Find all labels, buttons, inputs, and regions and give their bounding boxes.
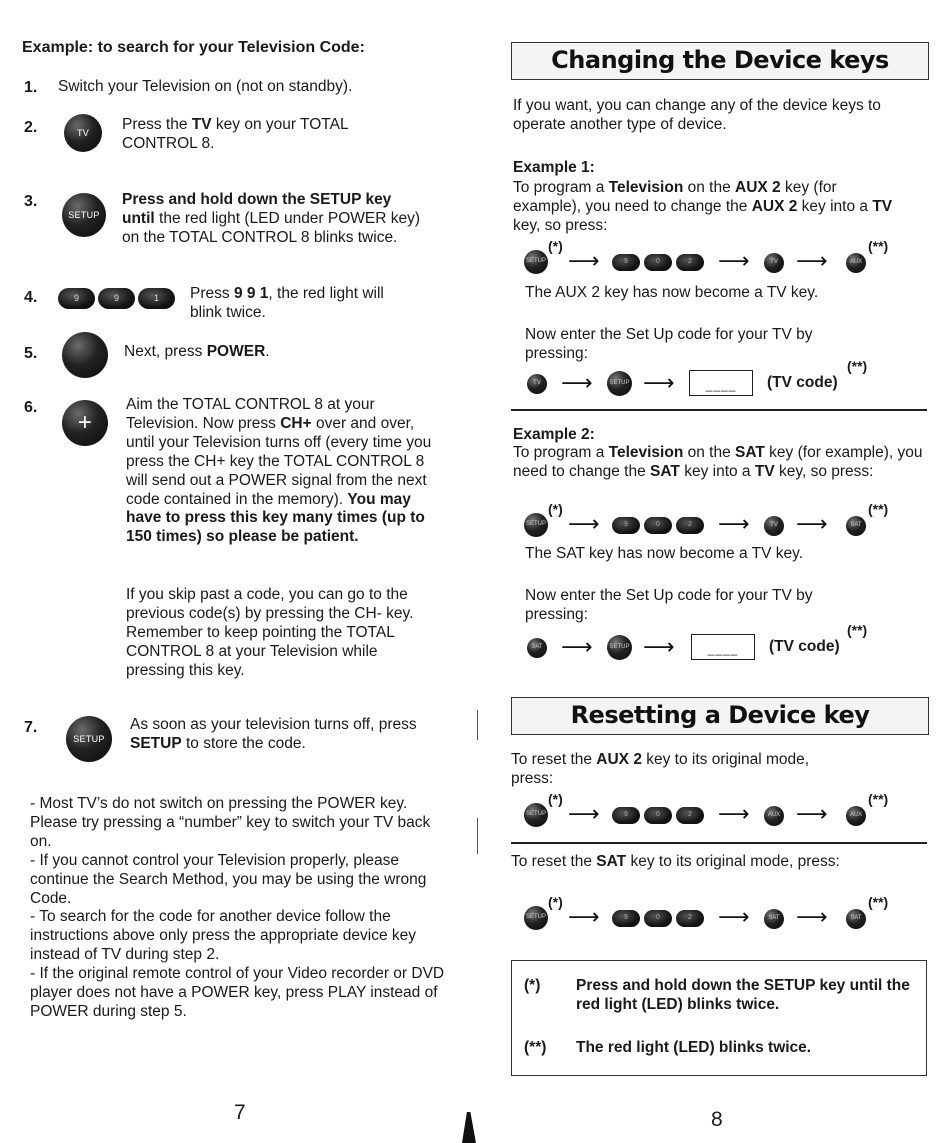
example-1-result: The AUX 2 key has now become a TV key. <box>525 284 819 301</box>
double-asterisk-mark: (**) <box>868 238 889 254</box>
two-key-icon: 2 <box>676 910 704 927</box>
gutter-line <box>477 818 478 854</box>
nine-key-icon: 9 <box>58 288 95 309</box>
code-sequence-ex2 <box>527 622 907 660</box>
arrow-icon: ⟶ <box>568 511 600 536</box>
two-key-icon: 2 <box>676 254 704 271</box>
double-asterisk-mark: (**) <box>847 358 868 374</box>
example-1-text: To program a Television on the AUX 2 key (for example), you need to change the AUX 2 key into a TV key, so press: <box>513 179 893 234</box>
two-key-icon: 2 <box>676 517 704 534</box>
arrow-icon: ⟶ <box>718 248 750 273</box>
key-sequence-ex1 <box>524 238 904 273</box>
setup-key-icon: SETUP <box>524 250 548 274</box>
sat-key-icon: SAT <box>527 638 547 658</box>
setup-key-icon: SETUP <box>524 803 548 827</box>
tv-key-icon: TV <box>764 253 784 273</box>
tv-code-box: ____ <box>691 634 755 660</box>
tv-key-icon: TV <box>527 374 547 394</box>
single-asterisk-mark: (*) <box>548 238 563 254</box>
code-sequence-ex1 <box>527 358 907 396</box>
arrow-icon: ⟶ <box>568 248 600 273</box>
step-7-text: As soon as your television turns off, press SETUP to store the code. <box>130 716 417 752</box>
arrow-icon: ⟶ <box>718 801 750 826</box>
nine-key-icon: 9 <box>612 517 640 534</box>
step-6-text: Aim the TOTAL CONTROL 8 at your Television. Now press CH+ over and over, until your Television turns off (every time you press the CH+ key the TOTAL CONTROL 8 will send out a POWER signal from the next code contained in the memory). You may have to press this key many times (up to 150 times) so please be patient. <box>126 396 432 546</box>
sat-key-icon: SAT <box>846 909 866 929</box>
arrow-icon: ⟶ <box>796 801 828 826</box>
reset-sequence-sat <box>524 894 904 929</box>
divider-line <box>511 842 927 844</box>
single-asterisk-mark: (*) <box>548 501 563 517</box>
arrow-icon: ⟶ <box>796 248 828 273</box>
tv-key-icon: TV <box>764 516 784 536</box>
arrow-icon: ⟶ <box>568 801 600 826</box>
note-item: - Most TV’s do not switch on pressing the POWER key. Please try pressing a “number” key to switch your TV back on. <box>30 795 431 850</box>
example-1-heading: Example 1: <box>513 159 595 176</box>
legend-box <box>511 960 927 1076</box>
zero-key-icon: 0 <box>644 807 672 824</box>
tv-code-label: (TV code) <box>769 638 840 655</box>
gutter-line <box>477 710 478 740</box>
intro-text: If you want, you can change any of the device keys to operate another type of device. <box>513 97 881 133</box>
zero-key-icon: 0 <box>644 517 672 534</box>
legend-text: Press and hold down the SETUP key until the red light (LED) blinks twice. <box>576 977 910 1013</box>
double-asterisk-mark: (**) <box>868 791 889 807</box>
note-item: - To search for the code for another device follow the instructions above only press the appropriate device key instead of TV during step 2. <box>30 908 416 964</box>
double-asterisk-mark: (**) <box>847 622 868 638</box>
setup-key-icon: SETUP <box>524 513 548 537</box>
sat-key-icon: SAT <box>764 909 784 929</box>
left-page-title: Example: to search for your Television Code: <box>22 39 365 56</box>
reset-sat-text: To reset the SAT key to its original mode, press: <box>511 853 840 870</box>
setup-key-icon: SETUP <box>62 193 106 237</box>
step-5-text: Next, press POWER. <box>124 343 270 360</box>
nine-key-icon: 9 <box>98 288 135 309</box>
tv-code-label: (TV code) <box>767 374 838 391</box>
note-item: - If you cannot control your Television properly, please continue the Search Method, you may be using the wrong Code. <box>30 851 427 907</box>
arrow-icon: ⟶ <box>568 904 600 929</box>
arrow-icon: ⟶ <box>718 511 750 536</box>
example-2-setup-text: Now enter the Set Up code for your TV by pressing: <box>525 587 813 623</box>
single-asterisk-mark: (*) <box>548 894 563 910</box>
example-2-heading: Example 2: <box>513 426 595 443</box>
two-key-icon: 2 <box>676 807 704 824</box>
power-key-icon <box>62 332 108 378</box>
legend-mark: (**) <box>524 1039 547 1056</box>
nine-key-icon: 9 <box>612 254 640 271</box>
divider-line <box>511 409 927 411</box>
step-2-number: 2. <box>24 119 38 136</box>
arrow-icon: ⟶ <box>796 904 828 929</box>
step-1-number: 1. <box>24 79 38 96</box>
setup-key-icon: SETUP <box>66 716 112 762</box>
step-2-text: Press the TV key on your TOTAL CONTROL 8. <box>122 116 348 152</box>
page-number-right: 8 <box>711 1108 723 1131</box>
nine-key-icon: 9 <box>612 910 640 927</box>
step-3-number: 3. <box>24 193 38 210</box>
zero-key-icon: 0 <box>644 910 672 927</box>
step-5-number: 5. <box>24 345 38 362</box>
step-1-text: Switch your Television on (not on standby). <box>58 78 353 95</box>
step-6-tip-text: If you skip past a code, you can go to the previous code(s) by pressing the CH- key. Remember to keep pointing the TOTAL CONTROL 8 at your Television while pressing this key. <box>126 586 414 679</box>
arrow-icon: ⟶ <box>561 370 593 395</box>
setup-key-icon: SETUP <box>607 371 632 396</box>
notes-list <box>30 795 450 1022</box>
setup-key-icon: SETUP <box>607 635 632 660</box>
aux-key-icon: AUX <box>846 806 866 826</box>
nine-key-icon: 9 <box>612 807 640 824</box>
legend-mark: (*) <box>524 977 541 994</box>
aux-key-icon: AUX <box>846 253 866 273</box>
arrow-icon: ⟶ <box>796 511 828 536</box>
example-2-text: To program a Television on the SAT key (for example), you need to change the SAT key into a TV key, so press: <box>513 444 923 480</box>
legend-text: The red light (LED) blinks twice. <box>576 1039 812 1056</box>
gutter-mark <box>462 1112 476 1143</box>
section-title-changing: Changing the Device keys <box>511 42 929 80</box>
zero-key-icon: 0 <box>644 254 672 271</box>
step-6-number: 6. <box>24 399 38 416</box>
arrow-icon: ⟶ <box>643 370 675 395</box>
step-4-text: Press 9 9 1, the red light will blink twice. <box>190 285 384 321</box>
example-2-result: The SAT key has now become a TV key. <box>525 545 803 562</box>
arrow-icon: ⟶ <box>718 904 750 929</box>
example-1-setup-text: Now enter the Set Up code for your TV by pressing: <box>525 326 813 362</box>
single-asterisk-mark: (*) <box>548 791 563 807</box>
double-asterisk-mark: (**) <box>868 501 889 517</box>
step-3-text: Press and hold down the SETUP key until the red light (LED under POWER key) on the TOTAL CONTROL 8 blinks twice. <box>122 191 421 246</box>
section-title-resetting: Resetting a Device key <box>511 697 929 735</box>
page-number-left: 7 <box>234 1101 246 1124</box>
tv-code-box: ____ <box>689 370 753 396</box>
step-7-number: 7. <box>24 719 38 736</box>
key-sequence-ex2 <box>524 501 904 536</box>
step-4-number: 4. <box>24 289 38 306</box>
arrow-icon: ⟶ <box>561 634 593 659</box>
double-asterisk-mark: (**) <box>868 894 889 910</box>
aux-key-icon: AUX <box>764 806 784 826</box>
reset-sequence-aux <box>524 791 904 826</box>
reset-aux-text: To reset the AUX 2 key to its original mode, press: <box>511 751 810 787</box>
one-key-icon: 1 <box>138 288 175 309</box>
arrow-icon: ⟶ <box>643 634 675 659</box>
sat-key-icon: SAT <box>846 516 866 536</box>
tv-key-icon: TV <box>64 114 102 152</box>
ch-plus-key-icon: + <box>62 400 108 446</box>
note-item: - If the original remote control of your Video recorder or DVD player does not have a POWER key, press PLAY instead of POWER during step 5. <box>30 965 445 1020</box>
setup-key-icon: SETUP <box>524 906 548 930</box>
